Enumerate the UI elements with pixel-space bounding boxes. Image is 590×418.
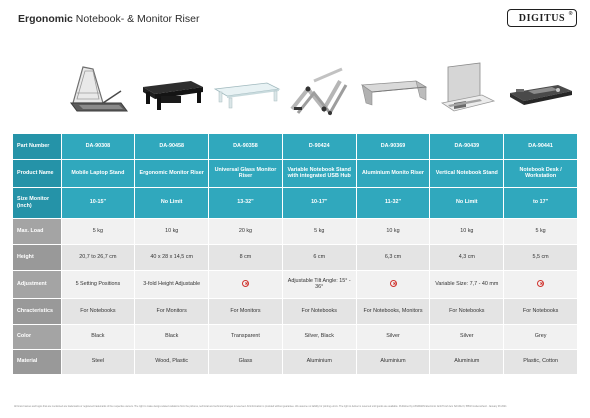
table-cell: 5 kg: [504, 218, 578, 244]
spec-table: [13, 134, 578, 375]
table-cell: 40 x 28 x 14,5 cm: [135, 244, 209, 270]
table-cell: For Notebooks: [504, 298, 578, 324]
table-cell: 10-15": [61, 187, 135, 218]
table-cell: 8 cm: [209, 244, 283, 270]
table-cell: to 17": [504, 187, 578, 218]
not-available-icon: [537, 280, 544, 287]
table-cell: DA-90369: [356, 134, 430, 159]
table-cell: Black: [135, 324, 209, 349]
table-cell: Adjustable Tilt Angle: 15° - 36°: [282, 270, 356, 298]
table-cell: Silver: [356, 324, 430, 349]
folding-stand-icon: [284, 59, 354, 121]
glass-riser-icon: [211, 59, 281, 121]
table-row: [13, 187, 578, 218]
table-cell: 10-17": [282, 187, 356, 218]
table-cell: Plastic, Cotton: [504, 349, 578, 374]
product-image-6: [430, 48, 504, 131]
table-cell: 10 kg: [356, 218, 430, 244]
row-label: Max. Load: [13, 218, 61, 244]
brand-name: DIGITUS: [518, 12, 566, 24]
row-label: Material: [13, 349, 61, 374]
table-cell: 11-32": [356, 187, 430, 218]
table-cell: Universal Glass Monitor Riser: [209, 159, 283, 187]
product-image-4: [283, 48, 357, 131]
table-cell: 5,5 cm: [504, 244, 578, 270]
title-bold: Ergonomic: [18, 13, 73, 25]
row-label: Chracteristics: [13, 298, 61, 324]
table-cell: No Limit: [135, 187, 209, 218]
table-cell: 6,3 cm: [356, 244, 430, 270]
page-title: [18, 13, 199, 25]
table-cell: 6 cm: [282, 244, 356, 270]
table-row: [13, 159, 578, 187]
table-cell: DA-90458: [135, 134, 209, 159]
table-cell: [209, 270, 283, 298]
table-row: [13, 270, 578, 298]
not-available-icon: [242, 280, 249, 287]
row-label: Part Number: [13, 134, 61, 159]
table-cell: Aluminium Monito Riser: [356, 159, 430, 187]
row-label: Size Monitor (inch): [13, 187, 61, 218]
table-cell: Aluminium: [356, 349, 430, 374]
table-cell: Vertical Notebook Stand: [430, 159, 504, 187]
table-row: [13, 134, 578, 159]
table-cell: Silver, Black: [282, 324, 356, 349]
row-label: Height: [13, 244, 61, 270]
product-images: [61, 48, 578, 131]
table-cell: For Notebooks: [430, 298, 504, 324]
table-cell: Mobile Laptop Stand: [61, 159, 135, 187]
table-row: [13, 349, 578, 374]
table-cell: 5 kg: [61, 218, 135, 244]
table-cell: [356, 270, 430, 298]
product-image-5: [356, 48, 430, 131]
table-row: [13, 324, 578, 349]
spec-table-body: [13, 134, 578, 374]
table-cell: Grey: [504, 324, 578, 349]
table-cell: For Monitors: [209, 298, 283, 324]
table-cell: 20 kg: [209, 218, 283, 244]
table-cell: Ergonomic Monitor Riser: [135, 159, 209, 187]
table-cell: Transparent: [209, 324, 283, 349]
table-cell: For Notebooks, Monitors: [356, 298, 430, 324]
product-image-1: [61, 48, 135, 131]
table-cell: For Monitors: [135, 298, 209, 324]
table-cell: Notebook Desk / Workstation: [504, 159, 578, 187]
product-image-2: [135, 48, 209, 131]
legal-footnote: All brand names and logos that are mentioned are trademarks or registered trademarks of the respective owners. The right to make design-related variations from the pictures, technical and technical changes is reserved. All information is provided without guarantee. We assume no liability for printing errors. The right to deliver is reserved until goods are available. Published by ASSMANN Electronic GmbH Auf dem Schüffel 3, 58513 Lüdenscheid · January 06 2021: [14, 405, 507, 408]
table-cell: 10 kg: [135, 218, 209, 244]
product-image-3: [209, 48, 283, 131]
table-cell: 10 kg: [430, 218, 504, 244]
not-available-icon: [390, 280, 397, 287]
table-cell: 3-fold Height Adjustable: [135, 270, 209, 298]
table-cell: 5 Setting Positions: [61, 270, 135, 298]
aluminium-riser-icon: [358, 59, 428, 121]
row-label: Adjustment: [13, 270, 61, 298]
table-row: [13, 298, 578, 324]
title-rest: Notebook- & Monitor Riser: [72, 13, 200, 25]
table-cell: Aluminium: [430, 349, 504, 374]
table-cell: Black: [61, 324, 135, 349]
table-cell: No Limit: [430, 187, 504, 218]
row-label: Color: [13, 324, 61, 349]
monitor-riser-icon: [137, 59, 207, 121]
table-cell: [504, 270, 578, 298]
table-cell: Steel: [61, 349, 135, 374]
table-cell: For Notebooks: [282, 298, 356, 324]
table-cell: For Notebooks: [61, 298, 135, 324]
table-cell: D-90424: [282, 134, 356, 159]
notebook-desk-icon: [506, 59, 576, 121]
table-cell: Aluminium: [282, 349, 356, 374]
brand-logo: [507, 9, 577, 27]
table-cell: Wood, Plastic: [135, 349, 209, 374]
table-cell: 4,3 cm: [430, 244, 504, 270]
table-cell: Glass: [209, 349, 283, 374]
laptop-stand-icon: [63, 59, 133, 121]
table-cell: DA-90441: [504, 134, 578, 159]
row-label: Product Name: [13, 159, 61, 187]
table-cell: DA-90439: [430, 134, 504, 159]
table-cell: DA-90308: [61, 134, 135, 159]
table-cell: DA-90358: [209, 134, 283, 159]
product-image-7: [504, 48, 578, 131]
table-row: [13, 244, 578, 270]
table-row: [13, 218, 578, 244]
table-cell: Variable Size: 7,7 - 40 mm: [430, 270, 504, 298]
registered-mark: ®: [568, 11, 573, 17]
table-cell: 5 kg: [282, 218, 356, 244]
table-cell: Silver: [430, 324, 504, 349]
table-cell: 20,7 to 26,7 cm: [61, 244, 135, 270]
table-cell: Variable Notebook Stand with integrated USB Hub: [282, 159, 356, 187]
table-cell: 13-32": [209, 187, 283, 218]
vertical-stand-icon: [432, 59, 502, 121]
